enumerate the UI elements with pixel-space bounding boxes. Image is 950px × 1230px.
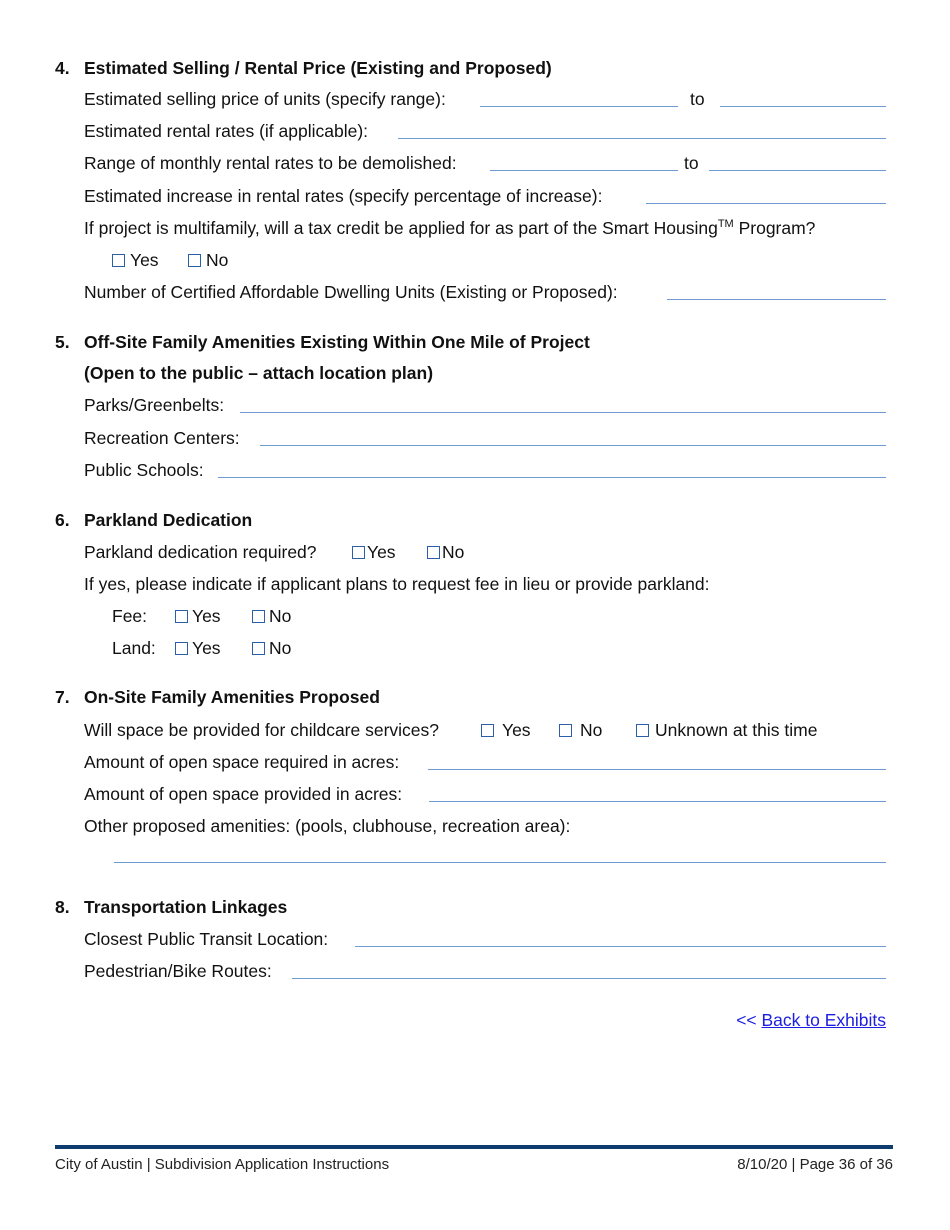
rental-increase-field[interactable] — [646, 203, 886, 204]
tax-credit-yes-option[interactable] — [112, 248, 159, 272]
footer-document-title: City of Austin | Subdivision Application Instructions — [55, 1156, 390, 1173]
tax-credit-yes-checkbox[interactable] — [112, 254, 125, 267]
tax-credit-no-option[interactable] — [188, 248, 228, 272]
public-schools-field[interactable] — [218, 477, 886, 478]
section-5-title: Off-Site Family Amenities Existing Within One Mile of Project — [84, 332, 590, 352]
land-yes-label: Yes — [192, 638, 221, 658]
parks-field[interactable] — [240, 412, 886, 413]
bike-routes-row — [84, 959, 886, 983]
demolished-rates-to-label: to — [684, 153, 699, 173]
tax-credit-no-checkbox[interactable] — [188, 254, 201, 267]
selling-price-to-label: to — [690, 89, 705, 109]
rental-rates-label: Estimated rental rates (if applicable): — [84, 121, 369, 141]
parkland-required-yes-option[interactable] — [352, 540, 396, 564]
selling-price-row — [84, 87, 886, 111]
bike-routes-field[interactable] — [292, 978, 886, 979]
parkland-required-no-option[interactable] — [427, 540, 464, 564]
open-space-provided-row — [84, 782, 886, 806]
section-4-number: 4. — [55, 58, 70, 78]
fee-no-label: No — [269, 606, 292, 626]
childcare-row — [84, 718, 886, 742]
childcare-unknown-checkbox[interactable] — [636, 724, 649, 737]
affordable-units-label: Number of Certified Affordable Dwelling Units (Existing or Proposed): — [84, 282, 618, 302]
bike-routes-label: Pedestrian/Bike Routes: — [84, 961, 272, 981]
fee-yes-option[interactable] — [175, 604, 221, 628]
fee-row — [84, 604, 886, 628]
fee-or-land-question: If yes, please indicate if applicant plans to request fee in lieu or provide parkland: — [84, 574, 710, 594]
childcare-no-checkbox[interactable] — [559, 724, 572, 737]
section-4-title: Estimated Selling / Rental Price (Existing and Proposed) — [84, 58, 552, 78]
section-7-title: On-Site Family Amenities Proposed — [84, 687, 380, 707]
land-label: Land: — [112, 638, 156, 658]
land-yes-option[interactable] — [175, 636, 221, 660]
selling-price-label: Estimated selling price of units (specify range): — [84, 89, 446, 109]
tax-credit-question-row — [84, 216, 886, 240]
rental-rates-field[interactable] — [398, 138, 886, 139]
tax-credit-yes-label: Yes — [130, 250, 159, 270]
fee-or-land-question-row — [84, 572, 886, 596]
fee-yes-checkbox[interactable] — [175, 610, 188, 623]
parks-label: Parks/Greenbelts: — [84, 395, 225, 415]
rental-increase-row — [84, 184, 886, 208]
transit-field[interactable] — [355, 946, 886, 947]
tax-credit-no-label: No — [206, 250, 229, 270]
parkland-required-yes-label: Yes — [367, 542, 396, 562]
demolished-rates-to-field[interactable] — [709, 170, 886, 171]
footer-page-info: 8/10/20 | Page 36 of 36 — [737, 1156, 893, 1173]
recreation-centers-row — [84, 426, 886, 450]
trademark-superscript: TM — [717, 218, 734, 231]
childcare-yes-label: Yes — [502, 720, 531, 740]
fee-no-checkbox[interactable] — [252, 610, 265, 623]
tax-credit-question: If project is multifamily, will a tax credit be applied for as part of the Smart Housing™ Program? — [84, 218, 816, 238]
open-space-provided-field[interactable] — [429, 801, 886, 802]
open-space-required-field[interactable] — [428, 769, 886, 770]
section-5-number: 5. — [55, 332, 70, 352]
public-schools-label: Public Schools: — [84, 460, 204, 480]
childcare-yes-checkbox[interactable] — [481, 724, 494, 737]
land-no-checkbox[interactable] — [252, 642, 265, 655]
fee-no-option[interactable] — [252, 604, 291, 628]
childcare-label: Will space be provided for childcare services? — [84, 720, 440, 740]
land-no-option[interactable] — [252, 636, 291, 660]
other-amenities-row — [84, 814, 886, 838]
parkland-required-row — [84, 540, 886, 564]
land-no-label: No — [269, 638, 292, 658]
affordable-units-row — [84, 280, 886, 304]
back-to-exhibits-link[interactable]: Back to Exhibits — [761, 1010, 886, 1030]
land-yes-checkbox[interactable] — [175, 642, 188, 655]
childcare-no-option[interactable] — [559, 718, 602, 742]
demolished-rates-label: Range of monthly rental rates to be demolished: — [84, 153, 457, 173]
section-5-subtitle: (Open to the public – attach location plan) — [84, 363, 434, 383]
other-amenities-field-row — [84, 843, 886, 867]
fee-yes-label: Yes — [192, 606, 221, 626]
transit-row — [84, 927, 886, 951]
childcare-yes-option[interactable] — [481, 718, 531, 742]
section-6-number: 6. — [55, 510, 70, 530]
demolished-rates-row — [84, 151, 886, 175]
open-space-required-label: Amount of open space required in acres: — [84, 752, 400, 772]
selling-price-to-field[interactable] — [720, 106, 886, 107]
parkland-required-yes-checkbox[interactable] — [352, 546, 365, 559]
rental-increase-label: Estimated increase in rental rates (specify percentage of increase): — [84, 186, 603, 206]
tax-credit-options-row — [84, 248, 886, 272]
footer-divider — [55, 1145, 893, 1149]
other-amenities-label: Other proposed amenities: (pools, clubhouse, recreation area): — [84, 816, 571, 836]
section-6-title: Parkland Dedication — [84, 510, 253, 530]
fee-label: Fee: — [112, 606, 148, 626]
section-8-title: Transportation Linkages — [84, 897, 288, 917]
affordable-units-field[interactable] — [667, 299, 886, 300]
rental-rates-row — [84, 119, 886, 143]
parkland-required-no-label: No — [442, 542, 465, 562]
recreation-centers-label: Recreation Centers: — [84, 428, 240, 448]
transit-label: Closest Public Transit Location: — [84, 929, 329, 949]
land-row — [84, 636, 886, 660]
demolished-rates-from-field[interactable] — [490, 170, 678, 171]
section-7-number: 7. — [55, 687, 70, 707]
childcare-no-label: No — [580, 720, 603, 740]
open-space-required-row — [84, 750, 886, 774]
parkland-required-no-checkbox[interactable] — [427, 546, 440, 559]
childcare-unknown-label: Unknown at this time — [655, 720, 818, 740]
recreation-centers-field[interactable] — [260, 445, 886, 446]
section-8-number: 8. — [55, 897, 70, 917]
childcare-unknown-option[interactable] — [636, 718, 817, 742]
selling-price-from-field[interactable] — [480, 106, 678, 107]
public-schools-row — [84, 458, 886, 482]
parkland-required-label: Parkland dedication required? — [84, 542, 317, 562]
other-amenities-field[interactable] — [114, 862, 886, 863]
open-space-provided-label: Amount of open space provided in acres: — [84, 784, 403, 804]
parks-row — [84, 393, 886, 417]
back-to-exhibits — [736, 1010, 886, 1031]
back-arrow-prefix: << — [736, 1010, 762, 1030]
